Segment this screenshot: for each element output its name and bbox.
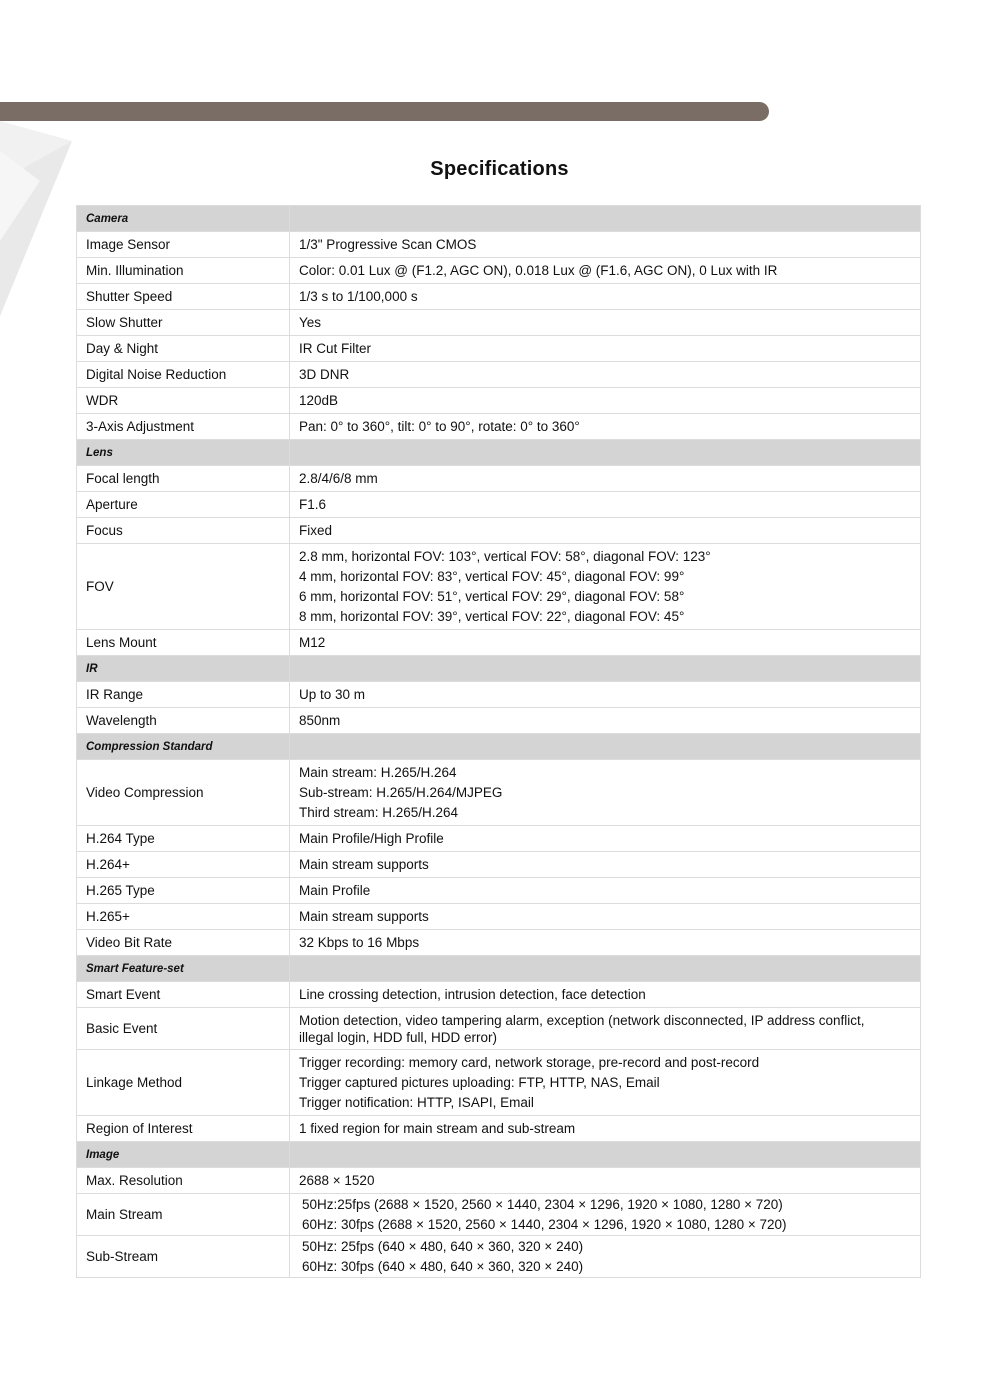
- section-title: Image: [77, 1142, 290, 1168]
- spec-label: Slow Shutter: [77, 310, 290, 336]
- table-row: [77, 682, 921, 708]
- value-line: 50Hz: 25fps (640 × 480, 640 × 360, 320 × 240): [302, 1238, 584, 1254]
- table-row: [77, 982, 921, 1008]
- spec-label: Shutter Speed: [77, 284, 290, 310]
- value-line: 2.8 mm, horizontal FOV: 103°, vertical FOV: 58°, diagonal FOV: 123°: [299, 548, 711, 564]
- spec-value: IR Cut Filter: [290, 336, 921, 362]
- spec-label: Lens Mount: [77, 630, 290, 656]
- spec-label: WDR: [77, 388, 290, 414]
- section-title: Camera: [77, 206, 290, 232]
- section-title: Lens: [77, 440, 290, 466]
- value-line: 4 mm, horizontal FOV: 83°, vertical FOV: 45°, diagonal FOV: 99°: [299, 568, 685, 584]
- spec-label: Min. Illumination: [77, 258, 290, 284]
- spec-value: [290, 1194, 921, 1236]
- value-line: 50Hz:25fps (2688 × 1520, 2560 × 1440, 2304 × 1296, 1920 × 1080, 1280 × 720): [302, 1196, 783, 1212]
- header-bar: [0, 102, 769, 121]
- table-row: [77, 1236, 921, 1278]
- value-line: 8 mm, horizontal FOV: 39°, vertical FOV: 22°, diagonal FOV: 45°: [299, 608, 685, 624]
- spec-value: Pan: 0° to 360°, tilt: 0° to 90°, rotate: 0° to 360°: [290, 414, 921, 440]
- value-line: Main stream: H.265/H.264: [299, 764, 457, 780]
- spec-label: Max. Resolution: [77, 1168, 290, 1194]
- value-line: 6 mm, horizontal FOV: 51°, vertical FOV: 29°, diagonal FOV: 58°: [299, 588, 685, 604]
- spec-label: Region of Interest: [77, 1116, 290, 1142]
- table-row: [77, 826, 921, 852]
- table-row: [77, 544, 921, 630]
- section-title: Compression Standard: [77, 734, 290, 760]
- spec-value: [290, 1008, 921, 1050]
- value-line: Trigger recording: memory card, network storage, pre-record and post-record: [299, 1054, 760, 1070]
- value-line: 60Hz: 30fps (2688 × 1520, 2560 × 1440, 2304 × 1296, 1920 × 1080, 1280 × 720): [302, 1216, 787, 1232]
- value-line: Sub-stream: H.265/H.264/MJPEG: [299, 784, 503, 800]
- spec-label: Image Sensor: [77, 232, 290, 258]
- spec-label: Sub-Stream: [77, 1236, 290, 1278]
- value-line: Motion detection, video tampering alarm, exception (network disconnected, IP address conflict,: [299, 1012, 865, 1028]
- section-header-image: [77, 1142, 921, 1168]
- spec-value: Up to 30 m: [290, 682, 921, 708]
- table-row: [77, 362, 921, 388]
- table-row: [77, 708, 921, 734]
- spec-label: Day & Night: [77, 336, 290, 362]
- spec-label: Digital Noise Reduction: [77, 362, 290, 388]
- spec-label: Aperture: [77, 492, 290, 518]
- spec-label: Wavelength: [77, 708, 290, 734]
- spec-value: Color: 0.01 Lux @ (F1.2, AGC ON), 0.018 Lux @ (F1.6, AGC ON), 0 Lux with IR: [290, 258, 921, 284]
- section-header-camera: [77, 206, 921, 232]
- spec-value: 2.8/4/6/8 mm: [290, 466, 921, 492]
- spec-label: 3-Axis Adjustment: [77, 414, 290, 440]
- spec-label: Smart Event: [77, 982, 290, 1008]
- spec-label: Video Bit Rate: [77, 930, 290, 956]
- value-line: Third stream: H.265/H.264: [299, 804, 459, 820]
- table-row: [77, 630, 921, 656]
- spec-value: Main Profile: [290, 878, 921, 904]
- section-header-lens: [77, 440, 921, 466]
- table-row: [77, 1168, 921, 1194]
- table-row: [77, 518, 921, 544]
- spec-label: Focal length: [77, 466, 290, 492]
- value-line: 60Hz: 30fps (640 × 480, 640 × 360, 320 × 240): [302, 1258, 584, 1274]
- section-header-smart: [77, 956, 921, 982]
- table-row: [77, 1116, 921, 1142]
- spec-value: 1 fixed region for main stream and sub-stream: [290, 1116, 921, 1142]
- spec-value: 850nm: [290, 708, 921, 734]
- spec-value: Yes: [290, 310, 921, 336]
- page-title: Specifications: [430, 158, 569, 180]
- table-row: [77, 904, 921, 930]
- decorative-star-shape: [0, 121, 80, 321]
- spec-value: Main Profile/High Profile: [290, 826, 921, 852]
- spec-value: F1.6: [290, 492, 921, 518]
- spec-label: Basic Event: [77, 1008, 290, 1050]
- table-row: [77, 232, 921, 258]
- table-row: [77, 1194, 921, 1236]
- spec-value: [290, 544, 921, 630]
- table-row: [77, 388, 921, 414]
- section-header-compression: [77, 734, 921, 760]
- table-row: [77, 1008, 921, 1050]
- table-row: [77, 414, 921, 440]
- spec-value: Fixed: [290, 518, 921, 544]
- spec-label: IR Range: [77, 682, 290, 708]
- spec-value: 32 Kbps to 16 Mbps: [290, 930, 921, 956]
- spec-label: Main Stream: [77, 1194, 290, 1236]
- spec-value: Line crossing detection, intrusion detection, face detection: [290, 982, 921, 1008]
- table-row: [77, 878, 921, 904]
- spec-value: 1/3 s to 1/100,000 s: [290, 284, 921, 310]
- spec-value: [290, 760, 921, 826]
- spec-value: Main stream supports: [290, 852, 921, 878]
- spec-value: Main stream supports: [290, 904, 921, 930]
- table-row: [77, 492, 921, 518]
- spec-value: 3D DNR: [290, 362, 921, 388]
- table-row: [77, 310, 921, 336]
- table-row: [77, 466, 921, 492]
- spec-label: H.264 Type: [77, 826, 290, 852]
- value-line: Trigger notification: HTTP, ISAPI, Email: [299, 1094, 534, 1110]
- table-row: [77, 852, 921, 878]
- spec-value: [290, 1050, 921, 1116]
- table-row: [77, 284, 921, 310]
- spec-table: [76, 205, 921, 1278]
- spec-value: 2688 × 1520: [290, 1168, 921, 1194]
- table-row: [77, 258, 921, 284]
- spec-label: Focus: [77, 518, 290, 544]
- spec-label: H.265 Type: [77, 878, 290, 904]
- section-header-ir: [77, 656, 921, 682]
- table-row: [77, 930, 921, 956]
- table-row: [77, 336, 921, 362]
- spec-value: 120dB: [290, 388, 921, 414]
- spec-label: Video Compression: [77, 760, 290, 826]
- section-title: Smart Feature-set: [77, 956, 290, 982]
- table-row: [77, 1050, 921, 1116]
- spec-value: M12: [290, 630, 921, 656]
- spec-value: 1/3" Progressive Scan CMOS: [290, 232, 921, 258]
- spec-value: [290, 1236, 921, 1278]
- spec-label: H.265+: [77, 904, 290, 930]
- spec-label: Linkage Method: [77, 1050, 290, 1116]
- spec-label: H.264+: [77, 852, 290, 878]
- spec-label: FOV: [77, 544, 290, 630]
- value-line: illegal login, HDD full, HDD error): [299, 1029, 498, 1045]
- table-row: [77, 760, 921, 826]
- section-title: IR: [77, 656, 290, 682]
- value-line: Trigger captured pictures uploading: FTP, HTTP, NAS, Email: [299, 1074, 660, 1090]
